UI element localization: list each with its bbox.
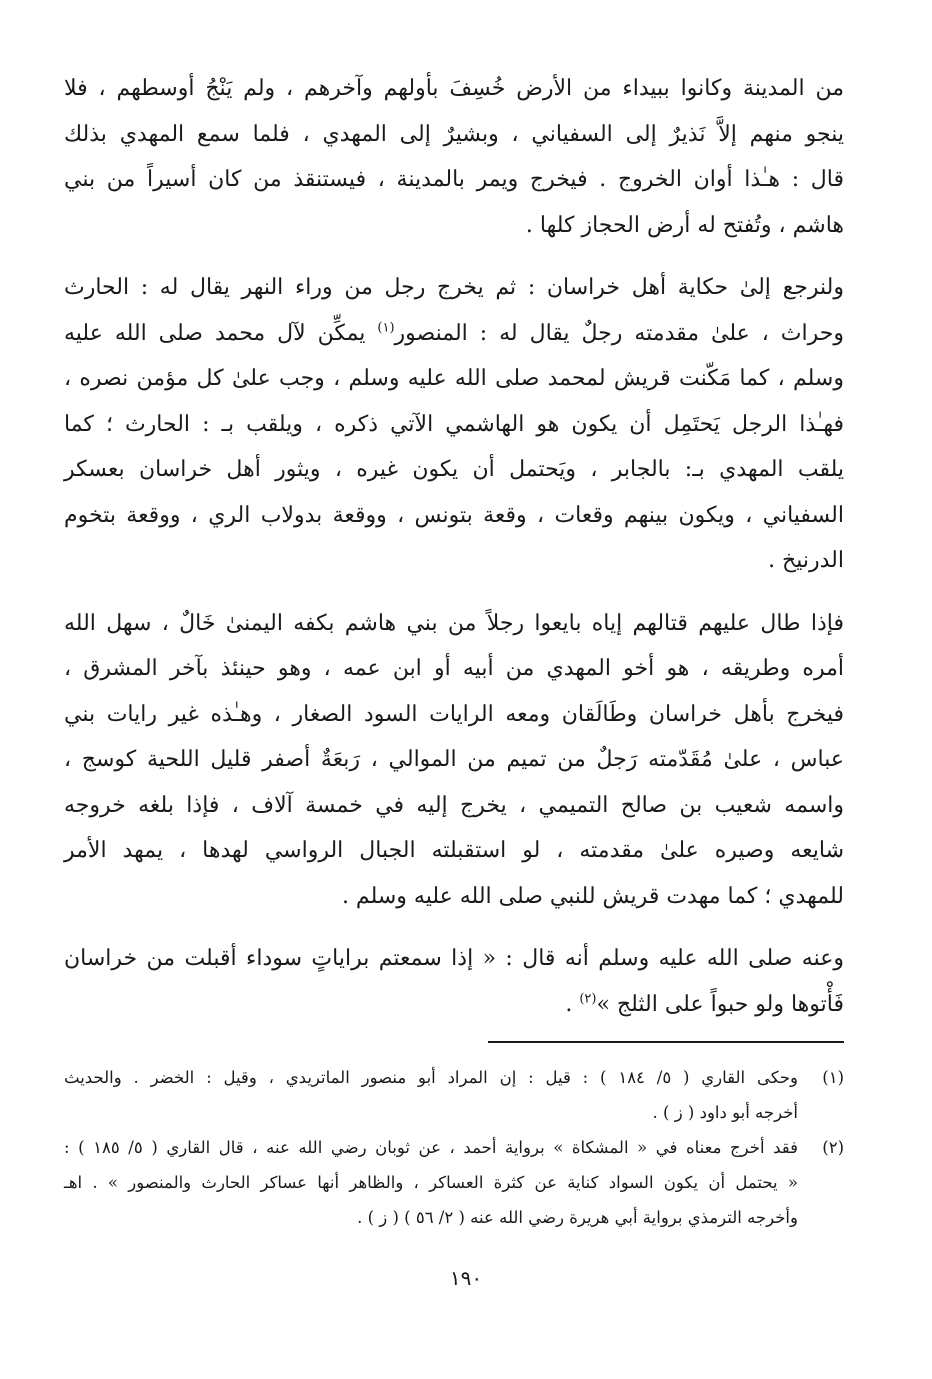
footnote-number: (٢): [822, 1138, 844, 1157]
text-line: السفياني ، ويكون بينهم وقعات ، وقعة بتونس ، ووقعة بدولاب الري ، ووقعة بتخوم: [64, 502, 844, 528]
paragraph-4: [64, 936, 844, 1027]
footnote-line: « يحتمل أن يكون السواد كناية عن كثرة العساكر ، والظاهر أنها عساكر الحارث والمنصور » . اهـ: [64, 1173, 798, 1192]
footnote-line: وحكى القاري ( ٥/ ١٨٤ ) : قيل : إن المراد أبو منصور الماتريدي ، وقيل : الخضر . والحديث: [64, 1068, 798, 1087]
footnote-1: [64, 1060, 844, 1130]
text-line: قال : هـٰذا أوان الخروج . فيخرج ويمر بالمدينة ، فيستنقذ من كان أسيراً من بني: [64, 167, 844, 192]
text-line: فإذا طال عليهم قتالهم إياه بايعوا رجلاً من بني هاشم بكفه اليمنىٰ خَالٌ ، سهل الله: [64, 610, 845, 636]
text-line-with-footnote-ref: [64, 311, 844, 357]
text-line: أمره وطريقه ، هو أخو المهدي من أبيه أو ابن عمه ، وهو حينئذ بآخر المشرق ،: [64, 656, 844, 681]
text-line: ينجو منهم إلاَّ نَذيرٌ إلى السفياني ، وبشيرٌ إلى المهدي ، فلما سمع المهدي بذلك: [64, 121, 844, 147]
text-line: وعنه صلى الله عليه وسلم أنه قال : « إذا سمعتم براياتٍ سوداء أقبلت من خراسان: [64, 946, 844, 971]
text-line: هاشم ، وتُفتح له أرض الحجاز كلها .: [525, 212, 844, 238]
footnote-separator: [488, 1041, 844, 1043]
text-line: فيخرج بأهل خراسان وطَالَقان ومعه الرايات السود الصغار ، وهـٰذه غير رايات بني: [64, 701, 844, 727]
text-segment: وحراث ، علىٰ مقدمته رجلٌ يقال له : المنصور: [394, 320, 844, 346]
text-line: وسلم ، كما مَكّنت قريش لمحمد صلى الله عليه وسلم ، وجب علىٰ كل مؤمن نصره ،: [64, 366, 844, 391]
paragraph-3: [64, 601, 844, 920]
page-body: [64, 66, 844, 1044]
text-line: يلقب المهدي بـ: بالجابر ، ويَحتمل أن يكون غيره ، ويثور أهل خراسان بعسكر: [64, 457, 844, 482]
text-segment: يمكِّن لآل محمد صلى الله عليه: [64, 320, 378, 346]
footnotes: [64, 1060, 844, 1235]
text-segment: فَأْتوها ولو حبواً على الثلج »: [596, 991, 844, 1017]
text-line: واسمه شعيب بن صالح التميمي ، يخرج إليه في خمسة آلاف ، فإذا بلغه خروجه: [64, 792, 844, 818]
text-line: عباس ، علىٰ مُقَدّمته رَجلٌ من تميم من الموالي ، رَبعَةٌ أصفر قليل اللحية كوسج ،: [64, 747, 844, 772]
text-line: فهـٰذا الرجل يَحتَمِل أن يكون هو الهاشمي الآتي ذكره ، ويلقب بـ : الحارث ؛ كما: [64, 411, 844, 437]
footnote-line: وأخرجه الترمذي برواية أبي هريرة رضي الله عنه ( ٢/ ٥٦ ) ( ز ) .: [357, 1208, 798, 1227]
text-line: من المدينة وكانوا ببيداء من الأرض خُسِفَ بأولهم وآخرهم ، ولم يَنْجُ أوسطهم ، فلا: [64, 76, 844, 101]
text-line: شايعه وصيره علىٰ مقدمته ، لو استقبلته الجبال الرواسي لهدها ، يمهد الأمر: [64, 838, 844, 863]
text-line: للمهدي ؛ كما مهدت قريش للنبي صلى الله عليه وسلم .: [341, 883, 844, 909]
paragraph-2: [64, 265, 844, 584]
footnote-ref-1[interactable]: (١): [377, 320, 395, 336]
paragraph-1: [64, 66, 844, 248]
footnote-2: [64, 1130, 844, 1235]
footnote-line: فقد أخرج معناه في « المشكاة » برواية أحمد ، عن ثوبان رضي الله عنه ، قال القاري ( ٥/ ١٨٥ ) :: [64, 1138, 798, 1157]
footnote-ref-2[interactable]: (٢): [579, 991, 597, 1007]
footnote-number: (١): [822, 1068, 844, 1087]
text-segment: .: [565, 991, 580, 1017]
text-line: ولنرجع إلىٰ حكاية أهل خراسان : ثم يخرج رجل من وراء النهر يقال له : الحارث: [64, 275, 844, 300]
text-line: الدرنيخ .: [768, 548, 844, 573]
text-line-with-footnote-ref: [64, 982, 844, 1028]
footnote-line: أخرجه أبو داود ( ز ) .: [652, 1103, 798, 1122]
page-number: ١٩٠: [449, 1266, 483, 1290]
